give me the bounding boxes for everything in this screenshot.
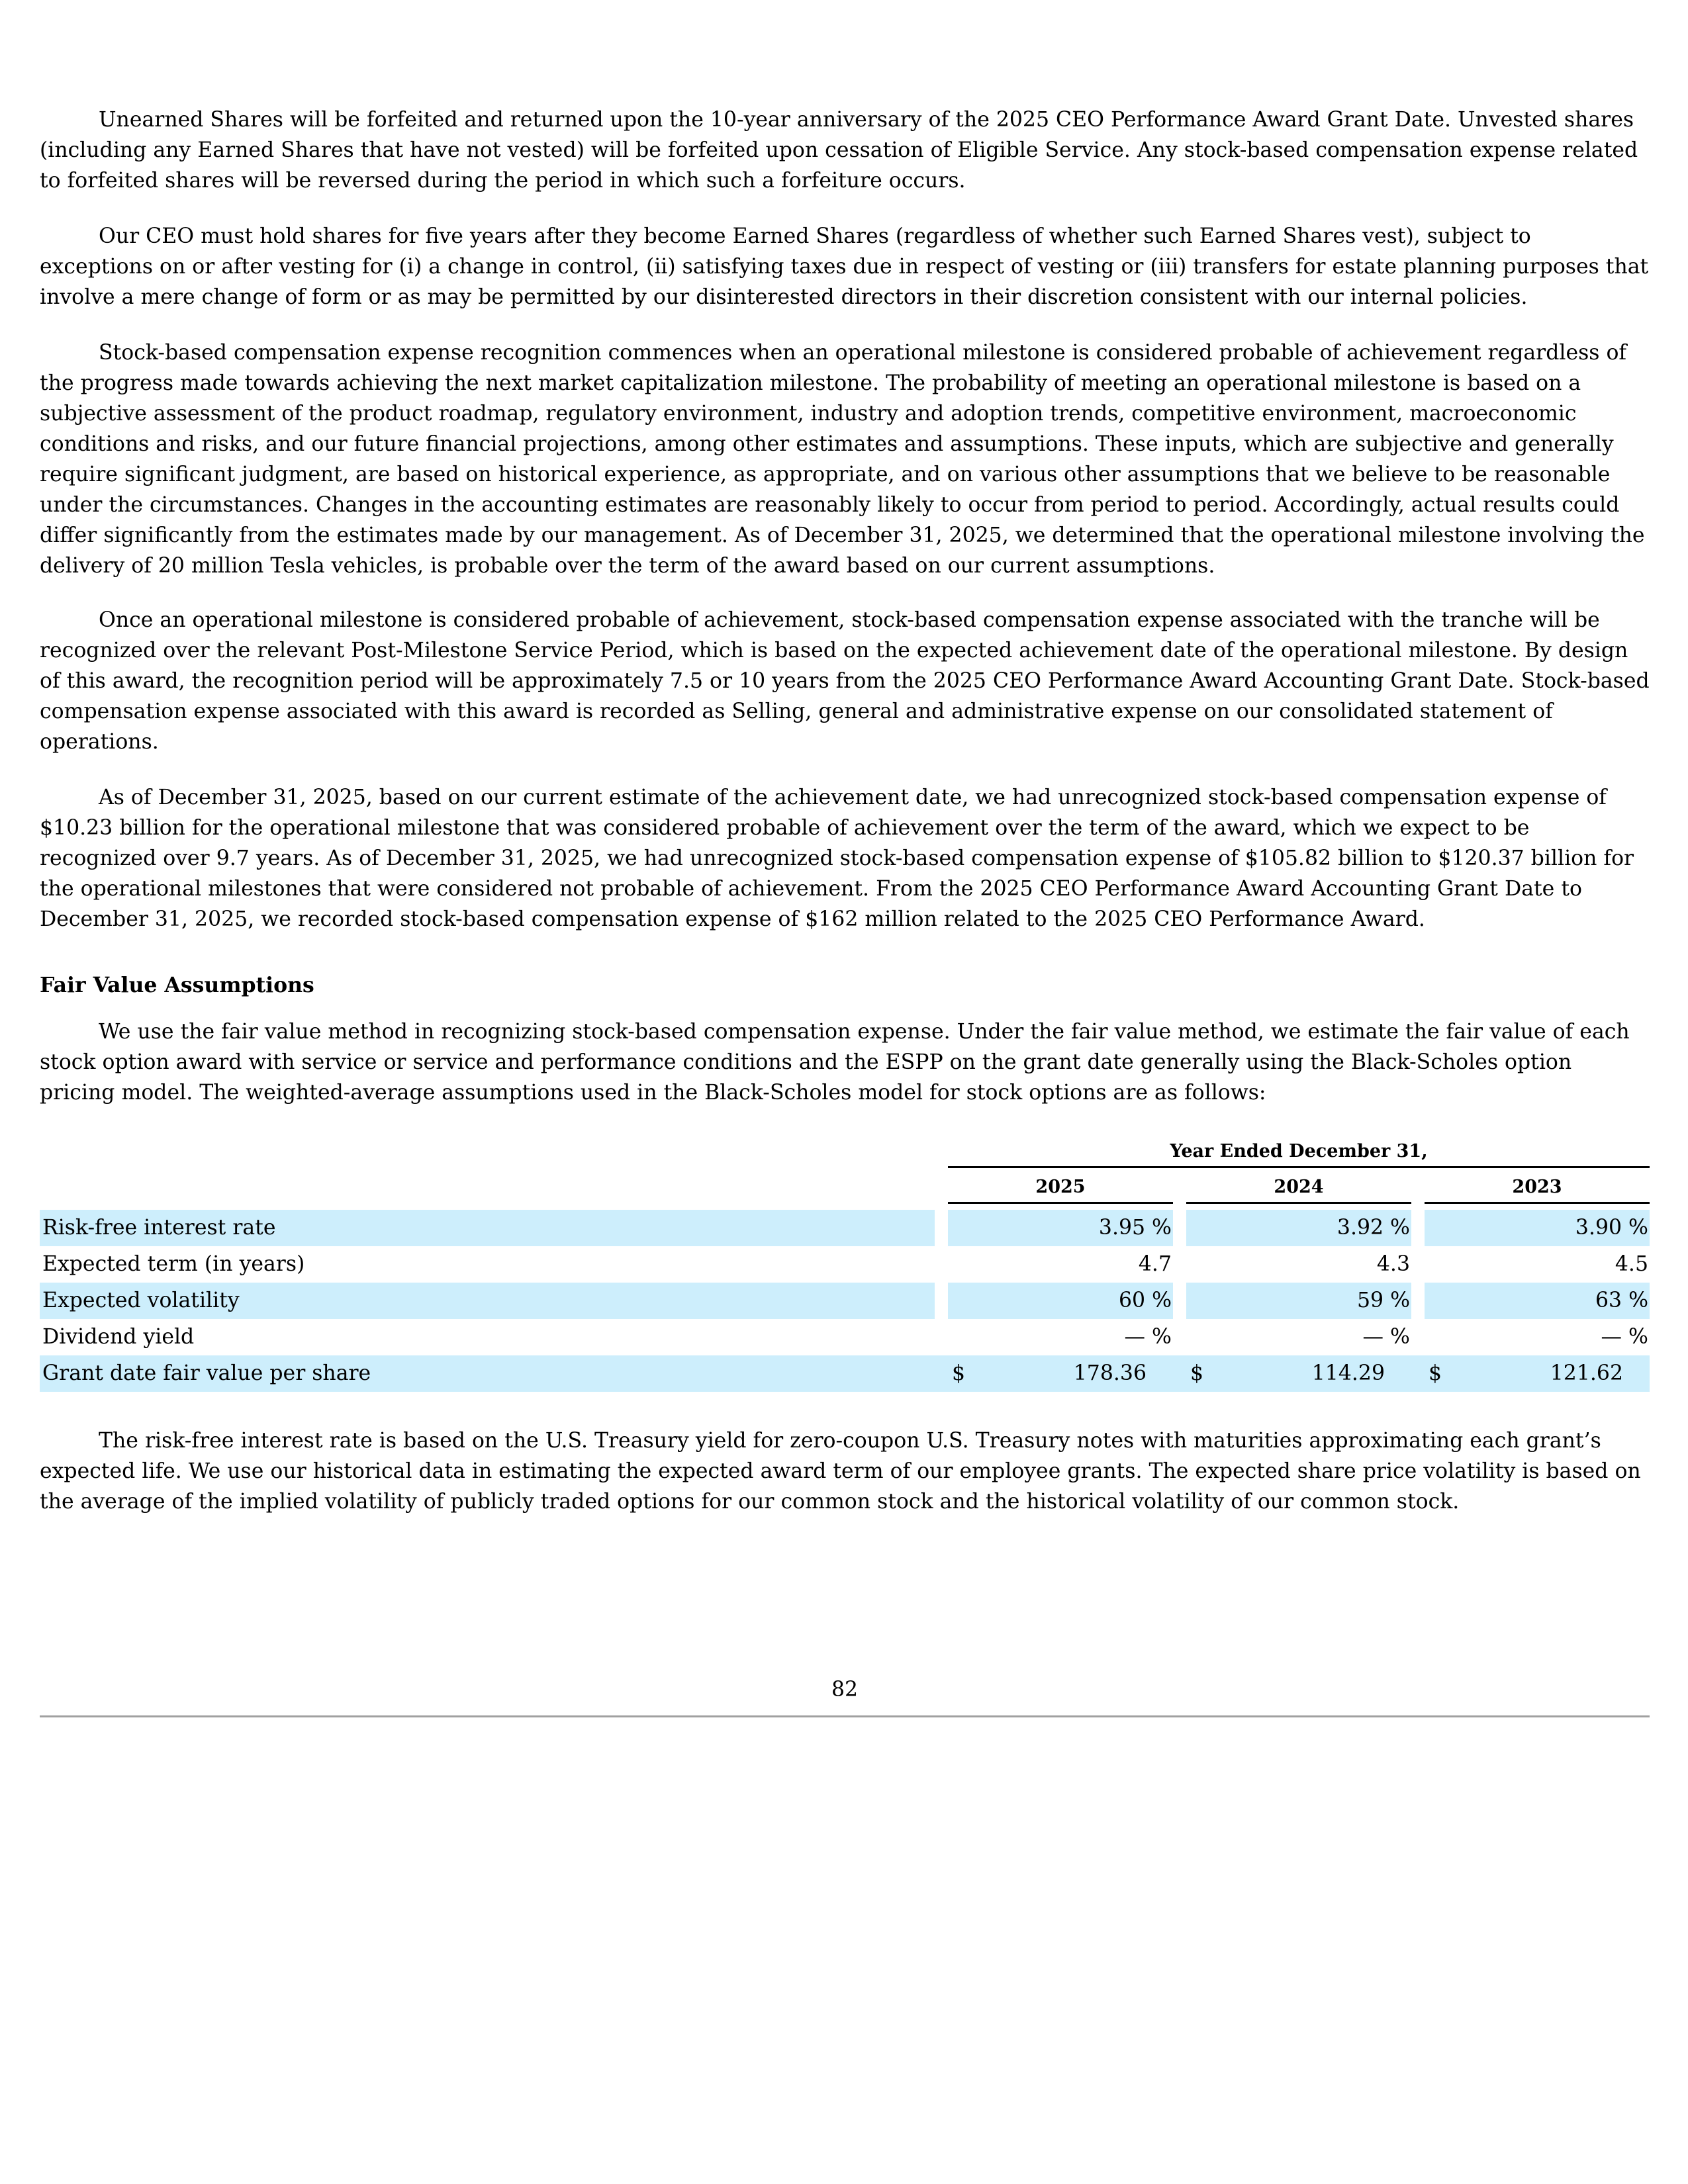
dollar-sign: $ [1429,1361,1442,1385]
table-cell [948,1210,1173,1246]
row-label: Risk-free interest rate [42,1216,276,1240]
table-cell [1186,1319,1411,1355]
dollar-sign: $ [1190,1361,1204,1385]
cell-value: 59 % [1356,1289,1410,1312]
paragraph-expense-recognition: Stock-based compensation expense recognition commences when an operational milestone is considered probable of achievement regardless of the progress made towards achieving the next market capitalization milestone. The probability of meeting an operational milestone is based on a subjective assessment of the product roadmap, regulatory environment, industry and adoption trends, competitive environment, macroeconomic conditions and risks, and our future financial projections, among other estimates and assumptions. These inputs, which are subjective and generally require significant judgment, are based on historical experience, as appropriate, and on various other assumptions that we believe to be reasonable under the circumstances. Changes in the accounting estimates are reasonably likely to occur from period to period. Accordingly, actual results could differ significantly from the estimates made by our management. As of December 31, 2025, we determined that the operational milestone involving the delivery of 20 million Tesla vehicles, is probable over the term of the award based on our current assumptions. [40,341,1645,578]
table-cell [1186,1355,1411,1392]
table-cell [1425,1246,1650,1283]
row-label: Expected volatility [42,1289,240,1312]
table-year-header: 2024 [1186,1174,1411,1204]
dollar-sign: $ [952,1361,966,1385]
paragraph-unearned-shares: Unearned Shares will be forfeited and returned upon the 10-year anniversary of the 2025 CEO Performance Award Grant Date. Unvested shares (including any Earned Shares that have not vested) will be forfeited upon cessation of Eligible Service. Any stock-based compensation expense related to forfeited shares will be reversed during the period in which such a forfeiture occurs. [40,108,1638,193]
table-row [40,1319,1650,1355]
cell-value: 4.5 [1615,1252,1648,1276]
table-year-header: 2025 [948,1174,1173,1204]
paragraph-risk-free-rate: The risk-free interest rate is based on the U.S. Treasury yield for zero-coupon U.S. Treasury notes with maturities approximating each grant’s expected life. We use our historical data in estimating the expected award term of our employee grants. The expected share price volatility is based on the average of the implied volatility of publicly traded options for our common stock and the historical volatility of our common stock. [40,1429,1641,1514]
section-heading: Fair Value Assumptions [40,973,314,997]
table-row [40,1210,1650,1246]
cell-value: 121.62 [1550,1361,1623,1385]
cell-value: 3.95 % [1098,1216,1172,1240]
table-row [40,1246,1650,1283]
cell-value: 3.90 % [1575,1216,1648,1240]
table-row [40,1355,1650,1392]
cell-value: 4.3 [1376,1252,1410,1276]
table-cell [1425,1210,1650,1246]
table-year-header: 2023 [1425,1174,1650,1204]
cell-value: 3.92 % [1336,1216,1410,1240]
table-cell [948,1246,1173,1283]
paragraph-unrecognized-expense: As of December 31, 2025, based on our current estimate of the achievement date, we had unrecognized stock-based compensation expense of $10.23 billion for the operational milestone that was considered probable of achievement over the term of the award, which we expect to be recognized over 9.7 years. As of December 31, 2025, we had unrecognized stock-based compensation expense of $105.82 billion to $120.37 billion for the operational milestones that were considered not probable of achievement. From the 2025 CEO Performance Award Accounting Grant Date to December 31, 2025, we recorded stock-based compensation expense of $162 million related to the 2025 CEO Performance Award. [40,786,1634,931]
table-cell [948,1355,1173,1392]
table-cell [1425,1355,1650,1392]
cell-value: — % [1124,1325,1172,1349]
paragraph-milestone-probable: Once an operational milestone is considered probable of achievement, stock-based compensation expense associated with the tranche will be recognized over the relevant Post-Milestone Service Period, which is based on the expected achievement date of the operational milestone. By design of this award, the recognition period will be approximately 7.5 or 10 years from the 2025 CEO Performance Award Accounting Grant Date. Stock-based compensation expense associated with this award is recorded as Selling, general and administrative expense on our consolidated statement of operations. [40,608,1650,754]
cell-value: 4.7 [1138,1252,1172,1276]
footer-divider [40,1715,1650,1717]
cell-value: 60 % [1118,1289,1172,1312]
table-row [40,1283,1650,1319]
table-cell [1186,1283,1411,1319]
cell-value: — % [1362,1325,1410,1349]
cell-value: 63 % [1595,1289,1648,1312]
table-cell [948,1283,1173,1319]
table-cell [1425,1283,1650,1319]
cell-value: — % [1601,1325,1648,1349]
paragraph-fair-value-method: We use the fair value method in recognizing stock-based compensation expense. Under the fair value method, we estimate the fair value of each stock option award with service or service and performance conditions and the ESPP on the grant date generally using the Black-Scholes option pricing model. The weighted-average assumptions used in the Black-Scholes model for stock options are as follows: [40,1020,1630,1105]
table-cell [1186,1210,1411,1246]
table-cell [1425,1319,1650,1355]
table-cell [1186,1246,1411,1283]
table-cell [948,1319,1173,1355]
row-label: Grant date fair value per share [42,1361,371,1385]
paragraph-holding-period: Our CEO must hold shares for five years after they become Earned Shares (regardless of whether such Earned Shares vest), subject to exceptions on or after vesting for (i) a change in control, (ii) satisfying taxes due in respect of vesting or (iii) transfers for estate planning purposes that involve a mere change of form or as may be permitted by our disinterested directors in their discretion consistent with our internal policies. [40,224,1649,309]
table-group-header: Year Ended December 31, [948,1138,1650,1168]
row-label: Expected term (in years) [42,1252,305,1276]
cell-value: 114.29 [1311,1361,1385,1385]
page-number: 82 [831,1678,859,1702]
cell-value: 178.36 [1073,1361,1147,1385]
row-label: Dividend yield [42,1325,195,1349]
